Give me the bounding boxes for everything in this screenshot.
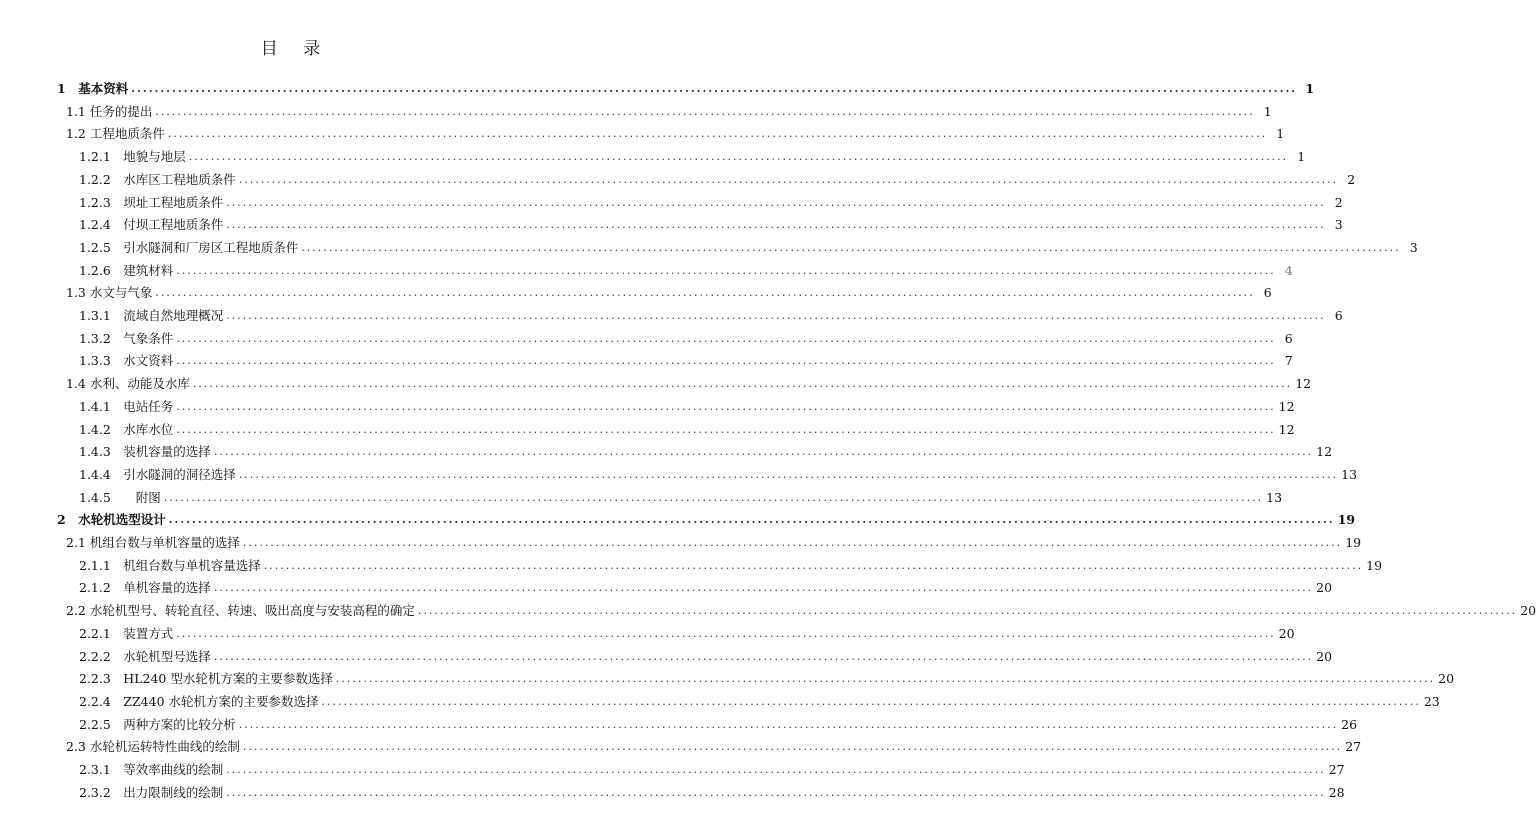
toc-entry-page: 26 [1341,716,1358,732]
toc-leader-dots: ........................................................................................................................................................................................................ [226,195,1326,209]
toc-entry[interactable] [66,103,1272,121]
toc-leader-dots: ........................................................................................................................................................................................................ [167,127,1268,141]
toc-entry-page: 1 [1297,149,1306,165]
toc-leader-dots: ........................................................................................................................................................................................................ [226,785,1326,799]
toc-entry[interactable] [79,148,1306,166]
toc-entry[interactable] [79,352,1293,370]
toc-entry-label: 2.3.1 等效率曲线的绘制 [79,762,224,777]
toc-entry-page: 1 [1263,103,1272,119]
toc-entry-label: 1.2.6 建筑材料 [79,262,174,278]
toc-entry-page: 3 [1409,239,1418,255]
toc-leader-dots: ........................................................................................................................................................................................................ [226,309,1326,322]
toc-entry[interactable] [79,625,1295,643]
toc-entry-label: 2.1 机组台数与单机容量的选择 [66,535,240,550]
toc-entry-label: 1.3.1 流域自然地理概况 [79,308,224,323]
toc-entry-page: 12 [1278,398,1295,414]
toc-entry-label: 1.4.1 电站任务 [79,398,174,414]
toc-entry-label: 1.2.3 坝址工程地质条件 [79,194,224,210]
toc-entry-page: 20 [1438,671,1455,687]
toc-entry-page: 6 [1284,330,1293,346]
toc-entry-page: 4 [1284,262,1293,278]
toc-entry-label: 2.3.2 出力限制线的绘制 [79,784,224,800]
toc-entry[interactable] [57,80,1315,98]
toc-entry-page: 6 [1263,285,1272,301]
toc-entry-label: 1.4.5 附图 [79,489,161,505]
toc-entry[interactable] [79,307,1343,325]
toc-entry-page: 27 [1328,762,1345,777]
toc-entry-label: 2.1.1 机组台数与单机容量选择 [79,557,261,573]
toc-entry[interactable] [79,761,1345,779]
toc-entry-label: 2.2.2 水轮机型号选择 [79,648,211,664]
toc-entry-page: 20 [1316,580,1333,596]
toc-entry-label: 2.1.2 单机容量的选择 [79,580,211,596]
toc-entry-label: 1.4.4 引水隧洞的洞径选择 [79,466,236,482]
toc-leader-dots: ........................................................................................................................................................................................................ [242,536,1343,549]
toc-entry-page: 2 [1334,194,1343,210]
toc-leader-dots: ........................................................................................................................................................................................................ [213,649,1314,663]
toc-entry-page: 28 [1328,784,1345,800]
toc-entry-page: 12 [1278,421,1295,437]
toc-entry-label: 2.3 水轮机运转特性曲线的绘制 [66,739,240,755]
toc-entry[interactable] [79,670,1455,688]
toc-entry-page: 12 [1316,444,1333,460]
toc-leader-dots: ........................................................................................................................................................................................................ [238,172,1339,186]
toc-entry[interactable] [79,557,1383,575]
toc-leader-dots: ........................................................................................................................................................................................................ [226,763,1326,776]
toc-leader-dots: ........................................................................................................................................................................................................ [163,490,1264,504]
toc-entry-page: 7 [1284,353,1293,369]
toc-entry[interactable] [79,716,1358,734]
toc-entry[interactable] [79,330,1293,348]
toc-entry[interactable] [66,602,1536,620]
toc-entry-label: 1.2 工程地质条件 [66,126,165,142]
toc-entry[interactable] [79,398,1295,416]
toc-entry[interactable] [66,738,1362,756]
toc-leader-dots: ........................................................................................................................................................................................................ [176,263,1276,277]
toc-leader-dots: ........................................................................................................................................................................................................ [155,104,1255,118]
toc-entry[interactable] [79,466,1358,484]
toc-entry[interactable] [79,648,1333,666]
toc-entry-label: 1.4 水利、动能及水库 [66,376,190,392]
toc-leader-dots: ........................................................................................................................................................................................................ [176,422,1276,436]
toc-entry[interactable] [66,375,1312,393]
toc-entry[interactable] [66,534,1362,552]
page-title: 目 录 [260,39,331,59]
toc-entry-label: 1.2.4 付坝工程地质条件 [79,217,224,233]
toc-entry[interactable] [57,511,1356,529]
toc-entry-page: 12 [1295,376,1312,392]
toc-leader-dots: ........................................................................................................................................................................................................ [176,626,1276,640]
toc-entry[interactable] [79,262,1293,280]
toc-entry-label: 2.2.5 两种方案的比较分析 [79,716,236,732]
toc-entry-page: 27 [1345,739,1362,755]
toc-entry[interactable] [79,489,1283,507]
toc-leader-dots: ........................................................................................................................................................................................................ [176,399,1276,413]
toc-leader-dots: ........................................................................................................................................................................................................ [417,604,1518,618]
toc-entry-label: 1.3.2 气象条件 [79,330,174,346]
toc-leader-dots: ........................................................................................................................................................................................................ [335,672,1436,686]
toc-entry-page: 20 [1316,648,1333,664]
toc-entry-label: 2.2.1 装置方式 [79,625,174,641]
toc-entry-page: 19 [1366,557,1383,573]
toc-entry-page: 6 [1334,308,1343,323]
toc-leader-dots: ........................................................................................................................................................................................................ [176,354,1276,368]
toc-entry[interactable] [79,239,1418,257]
toc-entry-label: 1.2.1 地貌与地层 [79,149,186,165]
toc-leader-dots: ........................................................................................................................................................................................................ [176,331,1276,345]
toc-entry-label: 2.2 水轮机型号、转轮直径、转速、吸出高度与安装高程的确定 [66,603,415,619]
toc-leader-dots: ........................................................................................................................................................................................................ [321,694,1421,708]
toc-entry-label: 1.4.3 装机容量的选择 [79,444,211,460]
toc-entry-label: 1.1 任务的提出 [66,103,153,119]
toc-entry[interactable] [79,421,1295,439]
toc-leader-dots: ........................................................................................................................................................................................................ [226,218,1326,232]
toc-entry-page: 20 [1520,603,1536,619]
toc-entry[interactable] [79,216,1343,234]
toc-entry-label: 2 水轮机选型设计 [57,512,166,528]
toc-leader-dots: ........................................................................................................................................................................................................ [238,467,1339,481]
toc-entry[interactable] [79,693,1440,711]
toc-entry-page: 3 [1334,217,1343,233]
toc-entry[interactable] [79,171,1356,189]
toc-leader-dots: ........................................................................................................................................................................................................ [192,377,1293,391]
toc-entry-page: 13 [1341,466,1358,482]
toc-entry-page: 19 [1345,535,1362,550]
toc-leader-dots: ........................................................................................................................................................................................................ [131,82,1298,95]
toc-leader-dots: ........................................................................................................................................................................................................ [168,513,1335,527]
toc-leader-dots: ........................................................................................................................................................................................................ [263,558,1364,572]
toc-entry[interactable] [79,194,1343,212]
toc-leader-dots: ........................................................................................................................................................................................................ [242,740,1343,754]
toc-entry-label: 1 基本资料 [57,81,129,96]
toc-entry-page: 19 [1337,512,1356,528]
toc-entry-label: 1.2.5 引水隧洞和厂房区工程地质条件 [79,239,299,255]
toc-leader-dots: ........................................................................................................................................................................................................ [213,445,1314,459]
toc-entry-label: 2.2.4 ZZ440 水轮机方案的主要参数选择 [79,693,319,709]
toc-entry-page: 1 [1276,126,1285,142]
toc-leader-dots: ........................................................................................................................................................................................................ [238,717,1339,731]
toc-leader-dots: ........................................................................................................................................................................................................ [213,581,1314,595]
toc-entry-page: 20 [1278,625,1295,641]
toc-leader-dots: ........................................................................................................................................................................................................ [155,286,1255,300]
toc-entry-page: 13 [1266,489,1283,505]
toc-entry-label: 1.3.3 水文资料 [79,353,174,369]
toc-entry[interactable] [79,784,1345,802]
toc-entry-label: 2.2.3 HL240 型水轮机方案的主要参数选择 [79,671,333,687]
toc-entry-label: 1.2.2 水库区工程地质条件 [79,171,236,187]
toc-entry[interactable] [66,284,1272,302]
toc-entry[interactable] [66,125,1285,143]
toc-entry[interactable] [79,579,1333,597]
toc-leader-dots: ........................................................................................................................................................................................................ [188,150,1289,164]
toc-entry-page: 1 [1305,81,1315,96]
toc-leader-dots: ........................................................................................................................................................................................................ [301,240,1401,254]
toc-entry[interactable] [79,443,1333,461]
toc-entry-label: 1.3 水文与气象 [66,285,153,301]
toc-entry-label: 1.4.2 水库水位 [79,421,174,437]
toc-entry-page: 2 [1347,171,1356,187]
toc-entry-page: 23 [1423,693,1440,709]
